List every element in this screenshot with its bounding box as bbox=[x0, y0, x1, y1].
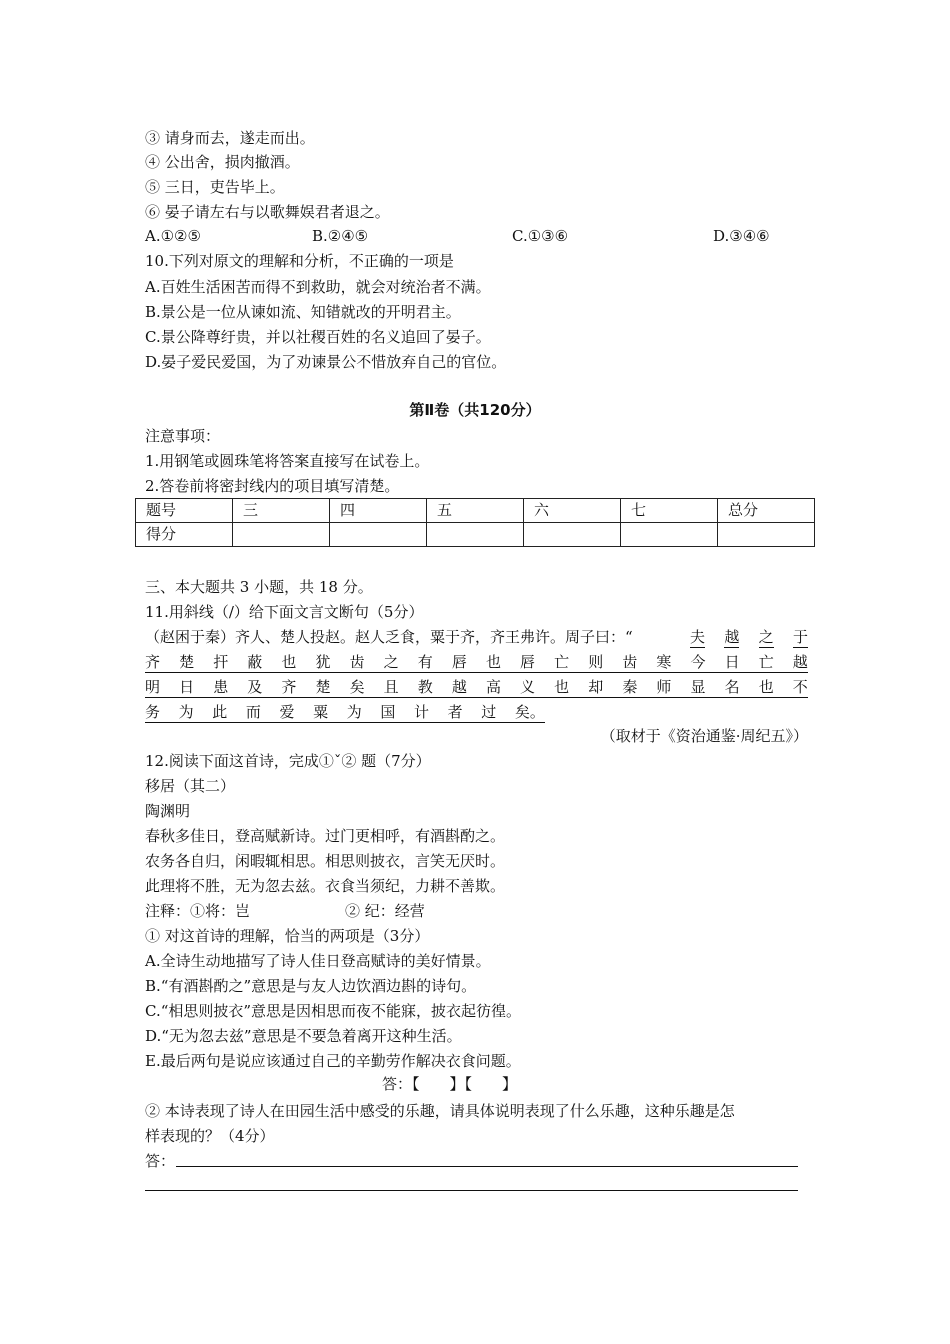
answer-label: 答： bbox=[145, 1152, 176, 1170]
q11-char: 夫 bbox=[690, 628, 706, 646]
q12-stem: 12.阅读下面这首诗，完成①ˇ② 题（7分） bbox=[145, 752, 431, 770]
poem-line-3: 此理将不胜，无为忽去兹。衣食当须纪，力耕不善欺。 bbox=[145, 877, 506, 895]
q11-row-1[interactable] bbox=[145, 652, 808, 673]
score-header-cell: 七 bbox=[621, 499, 718, 523]
q11-char: 务 bbox=[145, 703, 161, 721]
q10-option-a: A.百姓生活困苦而得不到救助，就会对统治者不满。 bbox=[145, 278, 491, 296]
q11-source: （取材于《资治通鉴·周纪五》） bbox=[600, 727, 808, 745]
score-input-cell[interactable] bbox=[524, 523, 621, 547]
q9-option-a: A.①②⑤ bbox=[145, 227, 201, 245]
q10-option-b: B.景公是一位从谏如流、知错就改的开明君主。 bbox=[145, 303, 461, 321]
score-row-label: 得分 bbox=[136, 523, 233, 547]
poem-line-2: 农务各自归，闲暇辄相思。相思则披衣，言笑无厌时。 bbox=[145, 852, 506, 870]
score-input-cell[interactable] bbox=[427, 523, 524, 547]
q11-char: 者 bbox=[447, 703, 463, 721]
score-header-cell: 题号 bbox=[136, 499, 233, 523]
q11-char: 且 bbox=[383, 678, 399, 696]
q12-sub2-line2: 样表现的？（4分） bbox=[145, 1127, 275, 1145]
q11-char: 却 bbox=[588, 678, 604, 696]
score-input-cell[interactable] bbox=[330, 523, 427, 547]
q11-char: 越 bbox=[724, 628, 740, 646]
q12-option-e: E.最后两句是说应该通过自己的辛勤劳作解决衣食问题。 bbox=[145, 1052, 521, 1070]
q11-row-3[interactable] bbox=[145, 702, 545, 723]
q11-char: 于 bbox=[792, 628, 808, 646]
q11-char: 扞 bbox=[213, 653, 229, 671]
q11-char: 秦 bbox=[622, 678, 638, 696]
q11-char: 粟 bbox=[313, 703, 329, 721]
q11-char: 师 bbox=[656, 678, 672, 696]
q9-item-6: ⑥ 晏子请左右与以歌舞娱君者退之。 bbox=[145, 203, 390, 221]
q11-char: 义 bbox=[520, 678, 536, 696]
score-input-cell[interactable] bbox=[233, 523, 330, 547]
q11-char: 唇 bbox=[451, 653, 467, 671]
q11-char: 此 bbox=[212, 703, 228, 721]
notice-title: 注意事项： bbox=[145, 427, 221, 445]
score-table-header-row bbox=[136, 499, 815, 523]
q11-char: 齿 bbox=[622, 653, 638, 671]
q12-option-b: B.“有酒斟酌之”意思是与友人边饮酒边斟的诗句。 bbox=[145, 977, 477, 995]
score-header-cell: 六 bbox=[524, 499, 621, 523]
q11-char: 今 bbox=[690, 653, 706, 671]
q9-item-5: ⑤ 三日，吏告毕上。 bbox=[145, 178, 285, 196]
q10-stem: 10.下列对原文的理解和分析，不正确的一项是 bbox=[145, 252, 454, 270]
q11-char: 楚 bbox=[179, 653, 195, 671]
q11-char: 名 bbox=[724, 678, 740, 696]
poet-name: 陶渊明 bbox=[145, 802, 191, 820]
answer-line-2[interactable] bbox=[145, 1190, 798, 1191]
q9-option-d: D.③④⑥ bbox=[713, 227, 770, 245]
q9-item-3: ③ 请身而去，遂走而出。 bbox=[145, 129, 315, 147]
q11-char: 及 bbox=[247, 678, 263, 696]
q11-char: 有 bbox=[417, 653, 433, 671]
q12-option-d: D.“无为忽去兹”意思是不要急着离开这种生活。 bbox=[145, 1027, 462, 1045]
q9-option-b: B.②④⑤ bbox=[312, 227, 369, 245]
score-input-cell[interactable] bbox=[621, 523, 718, 547]
q11-char: 越 bbox=[451, 678, 467, 696]
q11-char: 矣 bbox=[349, 678, 365, 696]
q11-char: 高 bbox=[485, 678, 501, 696]
q11-char: 为 bbox=[346, 703, 362, 721]
q11-char: 计 bbox=[414, 703, 430, 721]
q11-char: 蔽 bbox=[247, 653, 263, 671]
q11-char: 显 bbox=[690, 678, 706, 696]
q11-row-2[interactable] bbox=[145, 677, 808, 698]
q9-option-c: C.①③⑥ bbox=[512, 227, 569, 245]
q11-char: 齿 bbox=[349, 653, 365, 671]
score-header-cell: 四 bbox=[330, 499, 427, 523]
part2-title: 第Ⅱ卷（共120分） bbox=[409, 401, 541, 419]
q11-char: 患 bbox=[213, 678, 229, 696]
q11-char: 明 bbox=[145, 678, 161, 696]
q11-char: 国 bbox=[380, 703, 396, 721]
q10-option-c: C.景公降尊纡贵，并以社稷百姓的名义追回了晏子。 bbox=[145, 328, 491, 346]
q11-char: 齐 bbox=[281, 678, 297, 696]
score-input-cell[interactable] bbox=[718, 523, 815, 547]
score-header-cell: 五 bbox=[427, 499, 524, 523]
q12-option-c: C.“相思则披衣”意思是因相思而夜不能寐，披衣起彷徨。 bbox=[145, 1002, 522, 1020]
q11-char: 日 bbox=[179, 678, 195, 696]
q11-char: 也 bbox=[281, 653, 297, 671]
answer-line-1[interactable] bbox=[176, 1166, 798, 1167]
section3-title: 三、本大题共 3 小题，共 18 分。 bbox=[145, 578, 373, 596]
q11-stem: 11.用斜线（/）给下面文言文断句（5分） bbox=[145, 603, 424, 621]
q11-char: 之 bbox=[383, 653, 399, 671]
q11-char: 也 bbox=[485, 653, 501, 671]
notice-1: 1.用钢笔或圆珠笔将答案直接写在试卷上。 bbox=[145, 452, 430, 470]
q11-char: 亡 bbox=[758, 653, 774, 671]
score-table bbox=[135, 498, 815, 547]
q11-char: 齐 bbox=[145, 653, 161, 671]
q11-char: 犹 bbox=[315, 653, 331, 671]
q11-char: 也 bbox=[758, 678, 774, 696]
q11-char: 亡 bbox=[554, 653, 570, 671]
q11-intro-line bbox=[145, 627, 633, 647]
q11-char: 寒 bbox=[656, 653, 672, 671]
poem-note-2: ② 纪：经营 bbox=[345, 902, 425, 920]
q11-char: 矣。 bbox=[514, 703, 545, 721]
q11-char: 而 bbox=[245, 703, 261, 721]
q12-sub2-line1: ② 本诗表现了诗人在田园生活中感受的乐趣，请具体说明表现了什么乐趣，这种乐趣是怎 bbox=[145, 1102, 735, 1120]
notice-2: 2.答卷前将密封线内的项目填写清楚。 bbox=[145, 477, 400, 495]
q12-option-a: A.全诗生动地描写了诗人佳日登高赋诗的美好情景。 bbox=[145, 952, 491, 970]
q9-options bbox=[0, 226, 950, 246]
q9-item-4: ④ 公出舍，损肉撤酒。 bbox=[145, 153, 300, 171]
score-header-cell: 三 bbox=[233, 499, 330, 523]
q11-first-segment[interactable] bbox=[690, 627, 808, 648]
poem-note-1: 注释：①将：岂 bbox=[145, 902, 251, 920]
q11-char: 则 bbox=[588, 653, 604, 671]
q12-answer-brackets[interactable]: 答：【 】【 】 bbox=[382, 1075, 518, 1093]
q11-intro: （赵困于秦）齐人、楚人投赵。赵人乏食，粟于齐，齐王弗许。周子曰：“ bbox=[145, 628, 633, 646]
q11-char: 日 bbox=[724, 653, 740, 671]
score-header-cell: 总分 bbox=[718, 499, 815, 523]
q11-char: 教 bbox=[417, 678, 433, 696]
q11-char: 为 bbox=[178, 703, 194, 721]
poem-title: 移居（其二） bbox=[145, 777, 236, 795]
q11-char: 爱 bbox=[279, 703, 295, 721]
q11-char: 楚 bbox=[315, 678, 331, 696]
q12-sub1-stem: ① 对这首诗的理解，恰当的两项是（3分） bbox=[145, 927, 430, 945]
q11-char: 越 bbox=[792, 653, 808, 671]
q11-char: 唇 bbox=[520, 653, 536, 671]
score-table-score-row bbox=[136, 523, 815, 547]
poem-line-1: 春秋多佳日，登高赋新诗。过门更相呼，有酒斟酌之。 bbox=[145, 827, 506, 845]
q11-char: 不 bbox=[792, 678, 808, 696]
q11-char: 过 bbox=[481, 703, 497, 721]
q11-char: 也 bbox=[554, 678, 570, 696]
q11-char: 之 bbox=[758, 628, 774, 646]
q10-option-d: D.晏子爱民爱国，为了劝谏景公不惜放弃自己的官位。 bbox=[145, 353, 507, 371]
